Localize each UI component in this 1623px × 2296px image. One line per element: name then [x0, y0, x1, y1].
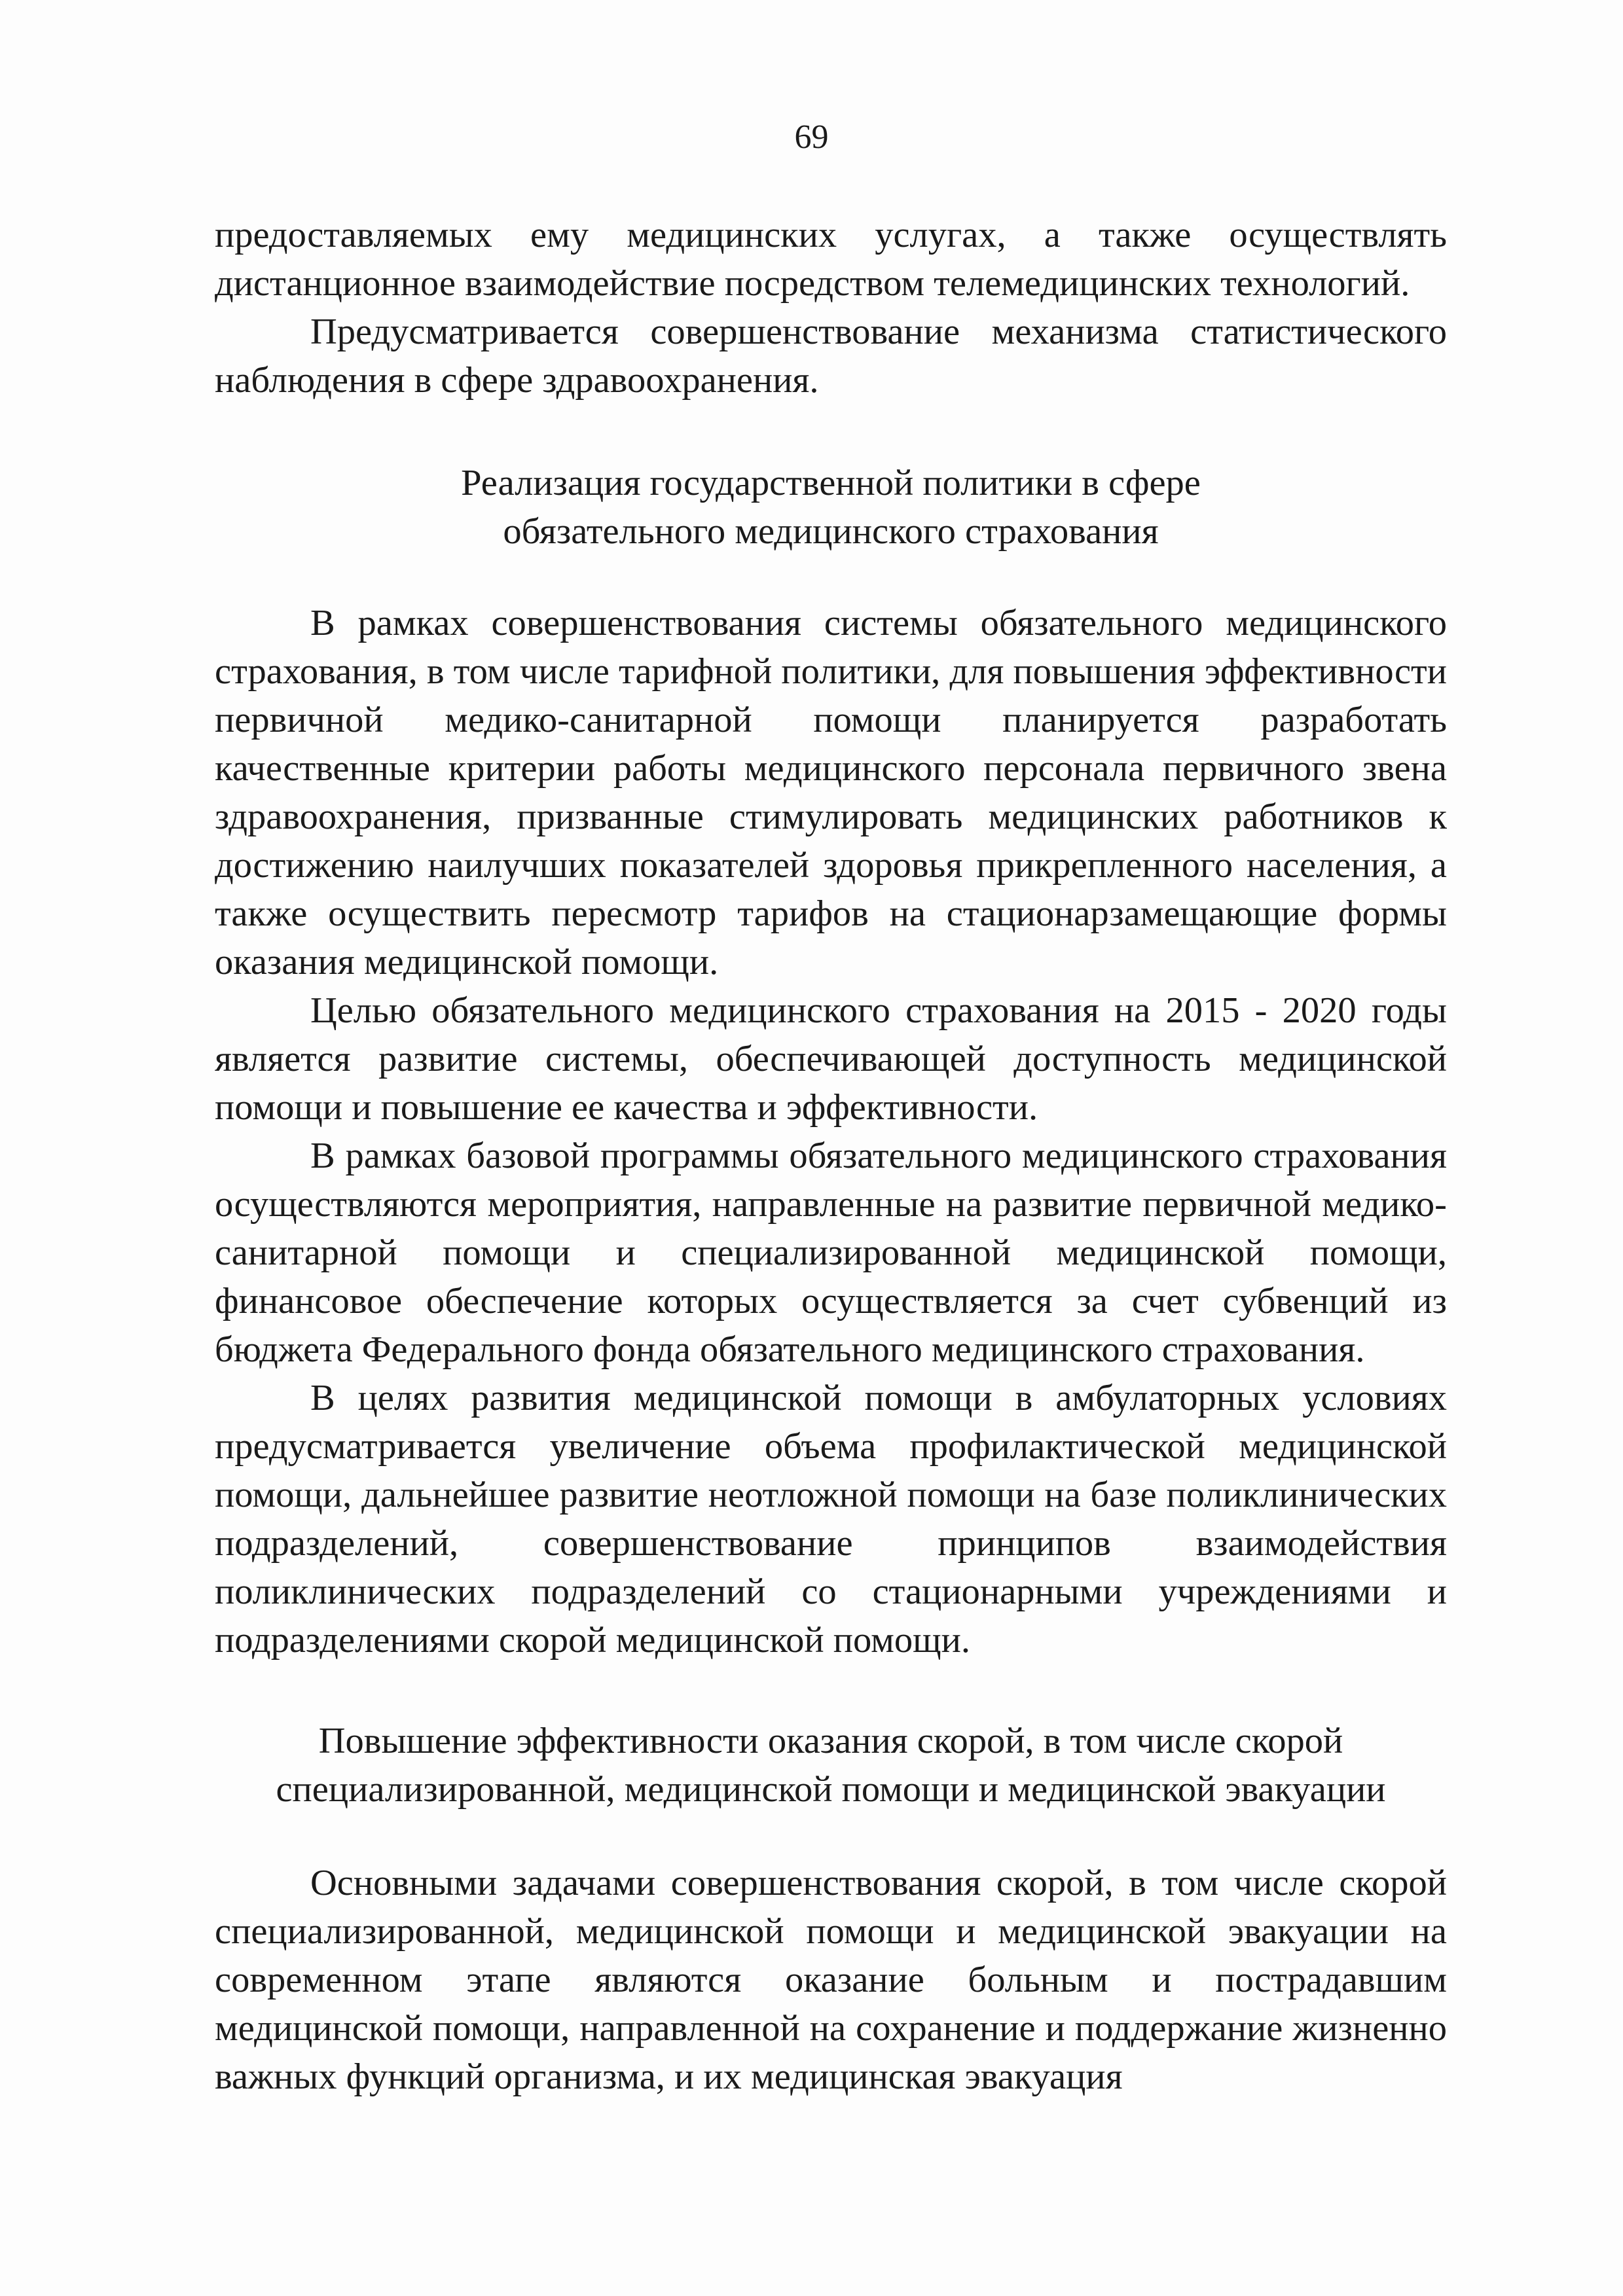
paragraph: Основными задачами совершенствования скорой, в том числе скорой специализированной, медицинской помощи и медицинской эвакуации на современном этапе являются оказание больным и пострадавшим медицинской помощи, направленной на сохранение и поддержание жизненно важных функций организма, и их медицинская эвакуация: [215, 1863, 1447, 2097]
section-heading-line: специализированной, медицинской помощи и медицинской эвакуации: [276, 1769, 1386, 1810]
section-heading-line: обязательного медицинского страхования: [503, 511, 1159, 552]
spacer: [215, 1664, 1447, 1717]
spacer: [215, 404, 1447, 459]
paragraph-continuation: предоставляемых ему медицинских услугах, а также осуществлять дистанционное взаимодействие посредством телемедицинских технологий.: [215, 215, 1447, 304]
section-heading-omi: [215, 459, 1447, 556]
spacer: [215, 1814, 1447, 1859]
page-number: 69: [794, 118, 829, 156]
section-heading-line: Повышение эффективности оказания скорой, в том числе скорой: [318, 1721, 1343, 1761]
spacer: [215, 556, 1447, 599]
paragraph: Предусматривается совершенствование механизма статистического наблюдения в сфере здравоохранения.: [215, 312, 1447, 401]
section-heading-emergency-care: [215, 1717, 1447, 1814]
section-heading-line: Реализация государственной политики в сфере: [461, 463, 1201, 503]
paragraph: В целях развития медицинской помощи в амбулаторных условиях предусматривается увеличение объема профилактической медицинской помощи, дальнейшее развитие неотложной помощи на базе поликлинических подразделений, совершенствование принципов взаимодействия поликлинических подразделений со стационарными учреждениями и подразделениями скорой медицинской помощи.: [215, 1378, 1447, 1660]
paragraph: Целью обязательного медицинского страхования на 2015 - 2020 годы является развитие системы, обеспечивающей доступность медицинской помощи и повышение ее качества и эффективности.: [215, 990, 1447, 1128]
paragraph: В рамках базовой программы обязательного медицинского страхования осуществляются мероприятия, направленные на развитие первичной медико-санитарной помощи и специализированной медицинской помощи, финансовое обеспечение которых осуществляется за счет субвенций из бюджета Федерального фонда обязательного медицинского страхования.: [215, 1136, 1447, 1370]
paragraph: В рамках совершенствования системы обязательного медицинского страхования, в том числе тарифной политики, для повышения эффективности первичной медико-санитарной помощи планируется разработать качественные критерии работы медицинского персонала первичного звена здравоохранения, призванные стимулировать медицинских работников к достижению наилучших показателей здоровья прикрепленного населения, а также осуществить пересмотр тарифов на стационарзамещающие формы оказания медицинской помощи.: [215, 603, 1447, 982]
document-body: [215, 211, 1447, 2101]
